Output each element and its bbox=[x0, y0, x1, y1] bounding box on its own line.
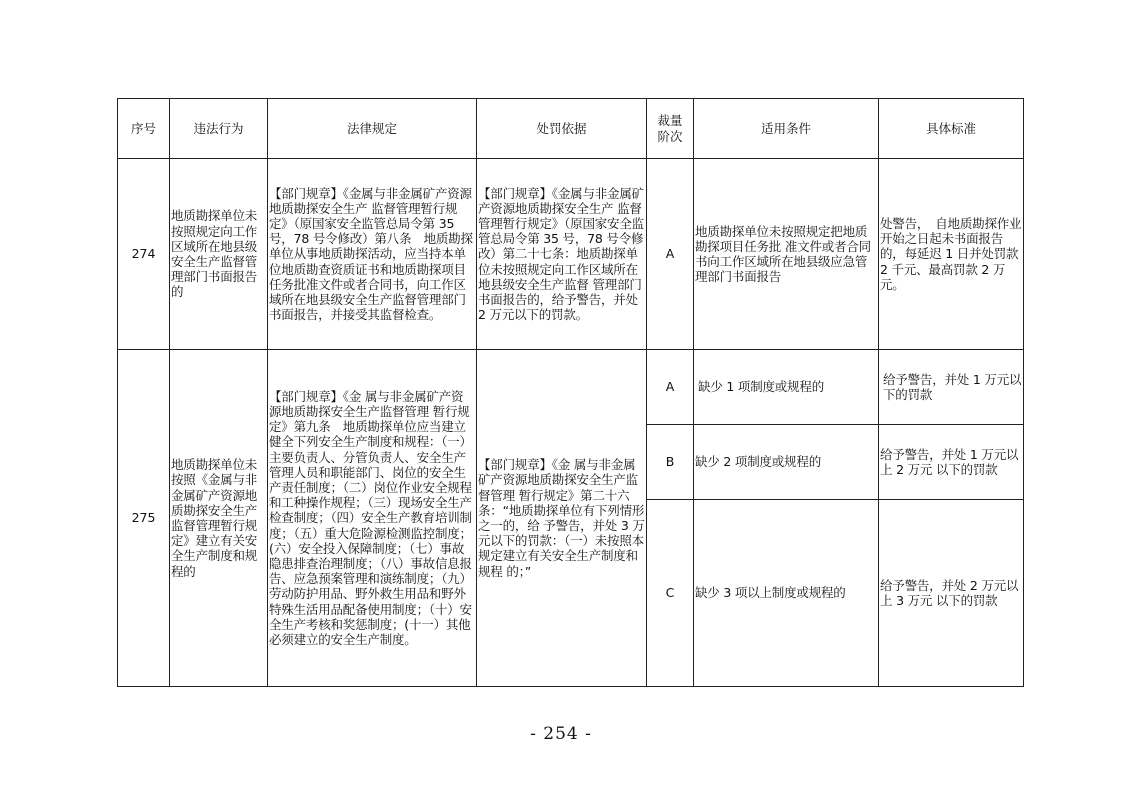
header-row bbox=[118, 99, 1024, 159]
row-condition: 缺少 2 项制度或规程的 bbox=[694, 425, 879, 500]
header-condition: 适用条件 bbox=[694, 99, 879, 159]
table-row bbox=[118, 159, 1024, 350]
row-basis: 【部门规章】《金 属与非金属矿产资源地质勘探安全生产监督管理 暂行规定》第二十六条：“地质勘探单位有下列情形之一的，给 予警告，并处 3 万元以下的罚款：（一）未按照本规定建立有关安全生产制度和规程 的；” bbox=[477, 350, 647, 687]
row-behavior: 地质勘探单位未按照《金属与非金属矿产资源地质勘探安全生产监督管理暂行规定》建立有关安全生产制度和规程的 bbox=[170, 350, 268, 687]
header-behavior: 违法行为 bbox=[170, 99, 268, 159]
row-index: 274 bbox=[118, 159, 170, 350]
header-level: 裁量阶次 bbox=[647, 99, 694, 159]
row-law: 【部门规章】《金 属与非金属矿产资源地质勘探安全生产监督管理 暂行规定》第九条 地质勘探单位应当建立健全下列安全生产制度和规程：（一）主要负责人、分管负责人、安全生产管理人员和职能部门、岗位的安全生产责任制度；（二）岗位作业安全规程和工种操作规程；（三）现场安全生产检查制度；（四）安全生产教育培训制度；（五）重大危险源检测监控制度；(六）安全投入保障制度；（七）事故隐患排查治理制度；（八）事故信息报告、应急预案管理和演练制度；（九）劳动防护用品、野外救生用品和野外特殊生活用品配备使用制度；（十）安全生产考核和奖惩制度；(十一）其他必须建立的安全生产制度。 bbox=[268, 350, 477, 687]
header-basis: 处罚依据 bbox=[477, 99, 647, 159]
row-level: A bbox=[647, 350, 694, 425]
row-behavior: 地质勘探单位未按照规定向工作区域所在地县级安全生产监督管理部门书面报告的 bbox=[170, 159, 268, 350]
row-standard: 处警告， 自地质勘探作业开始之日起未书面报告的，每延迟 1 日并处罚款 2 千元、最高罚款 2 万元。 bbox=[879, 159, 1024, 350]
header-index: 序号 bbox=[118, 99, 170, 159]
row-standard: 给予警告，并处 1 万元以下的罚款 bbox=[879, 350, 1024, 425]
header-law: 法律规定 bbox=[268, 99, 477, 159]
header-standard: 具体标准 bbox=[879, 99, 1024, 159]
row-condition: 缺少 1 项制度或规程的 bbox=[694, 350, 879, 425]
row-condition: 缺少 3 项以上制度或规程的 bbox=[694, 500, 879, 687]
row-level: A bbox=[647, 159, 694, 350]
page-number: - 254 - bbox=[530, 724, 592, 744]
row-standard: 给予警告，并处 2 万元以上 3 万元 以下的罚款 bbox=[879, 500, 1024, 687]
row-basis: 【部门规章】《金属与非金属矿产资源地质勘探安全生产 监督管理暂行规定》（原国家安全监管总局令第 35 号，78 号令修改）第二十七条：地质勘探单位未按照规定向工作区域所在地县级安全生产监督 管理部门书面报告的，给予警告，并处 2 万元以下的罚款。 bbox=[477, 159, 647, 350]
penalty-table bbox=[117, 98, 1024, 687]
row-level: B bbox=[647, 425, 694, 500]
row-standard: 给予警告，并处 1 万元以上 2 万元 以下的罚款 bbox=[879, 425, 1024, 500]
table-row bbox=[118, 350, 1024, 425]
row-condition: 地质勘探单位未按照规定把地质勘探项目任务批 准文件或者合同书向工作区域所在地县级应急管理部门书面报告 bbox=[694, 159, 879, 350]
row-index: 275 bbox=[118, 350, 170, 687]
row-level: C bbox=[647, 500, 694, 687]
row-law: 【部门规章】《金属与非金属矿产资源地质勘探安全生产 监督管理暂行规定》（原国家安全监管总局令第 35 号，78 号令修改）第八条 地质勘探单位从事地质勘探活动，应当持本单位地质勘查资质证书和地质勘探项目任务批准文件或者合同书，向工作区域所在地县级安全生产监督管理部门书面报告，并接受其监督检查。 bbox=[268, 159, 477, 350]
